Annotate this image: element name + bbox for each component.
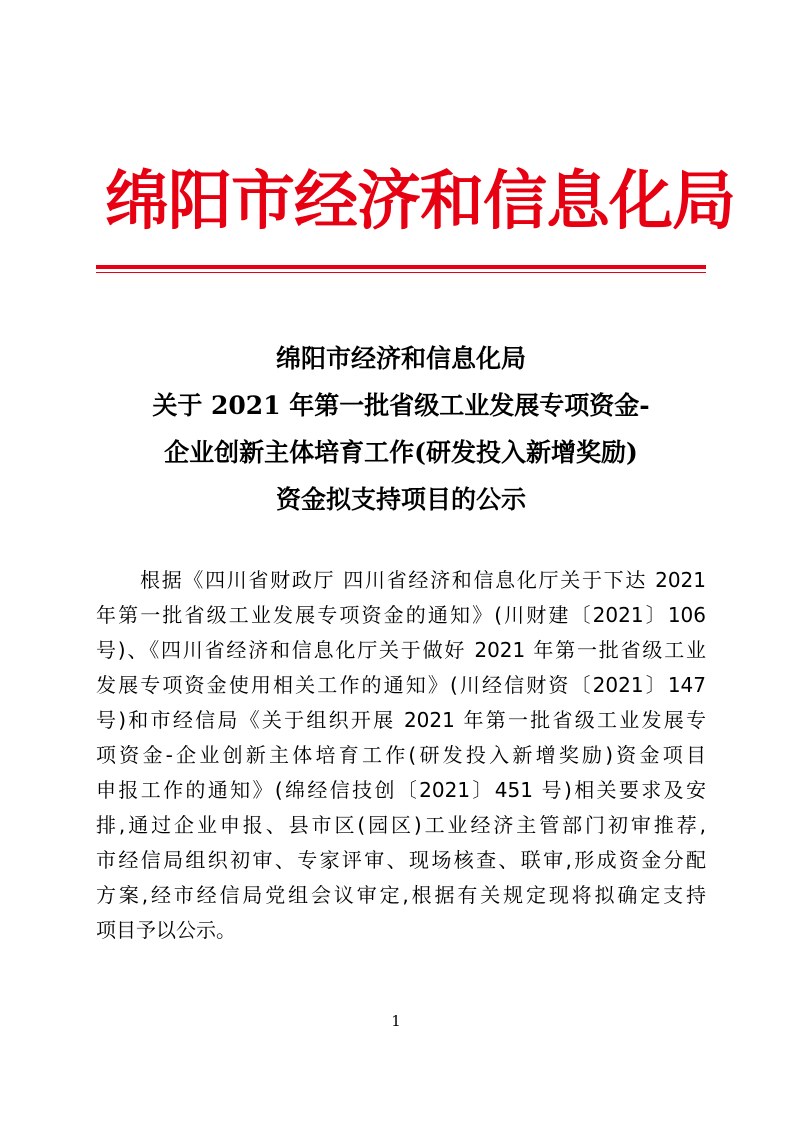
body-paragraph — [96, 563, 706, 948]
red-rule-thick — [96, 265, 706, 269]
body-line: 号)、《四川省经济和信息化厅关于做好 2021 年第一批省级工业 — [96, 638, 706, 662]
body-line: 申报工作的通知》(绵经信技创〔2021〕451 号)相关要求及安 — [96, 778, 706, 802]
body-line: 方案,经市经信局党组会议审定,根据有关规定现将拟确定支持 — [96, 883, 706, 907]
title-line: 绵阳市经济和信息化局 — [275, 344, 526, 373]
body-line: 根据《四川省财政厅 四川省经济和信息化厅关于下达 2021 — [140, 568, 706, 592]
page-number: 1 — [391, 1012, 401, 1030]
red-rule-thin — [96, 272, 706, 273]
body-line: 项资金-企业创新主体培育工作(研发投入新增奖励)资金项目 — [96, 743, 706, 767]
title-line: 资金拟支持项目的公示 — [275, 485, 526, 514]
issuer-masthead: 绵阳市经济和信息化局 — [105, 164, 735, 239]
title-line: 企业创新主体培育工作(研发投入新增奖励) — [164, 438, 638, 467]
red-header-rule — [96, 265, 706, 273]
body-line: 年第一批省级工业发展专项资金的通知》(川财建〔2021〕106 — [96, 603, 706, 627]
body-line: 号)和市经信局《关于组织开展 2021 年第一批省级工业发展专 — [96, 708, 706, 732]
body-line: 排,通过企业申报、县市区(园区)工业经济主管部门初审推荐, — [96, 813, 706, 837]
body-line: 发展专项资金使用相关工作的通知》(川经信财资〔2021〕147 — [96, 673, 706, 697]
document-title — [96, 335, 706, 523]
body-line: 项目予以公示。 — [96, 918, 236, 942]
title-line: 关于 2021 年第一批省级工业发展专项资金- — [152, 391, 650, 420]
body-line: 市经信局组织初审、专家评审、现场核查、联审,形成资金分配 — [96, 848, 706, 872]
